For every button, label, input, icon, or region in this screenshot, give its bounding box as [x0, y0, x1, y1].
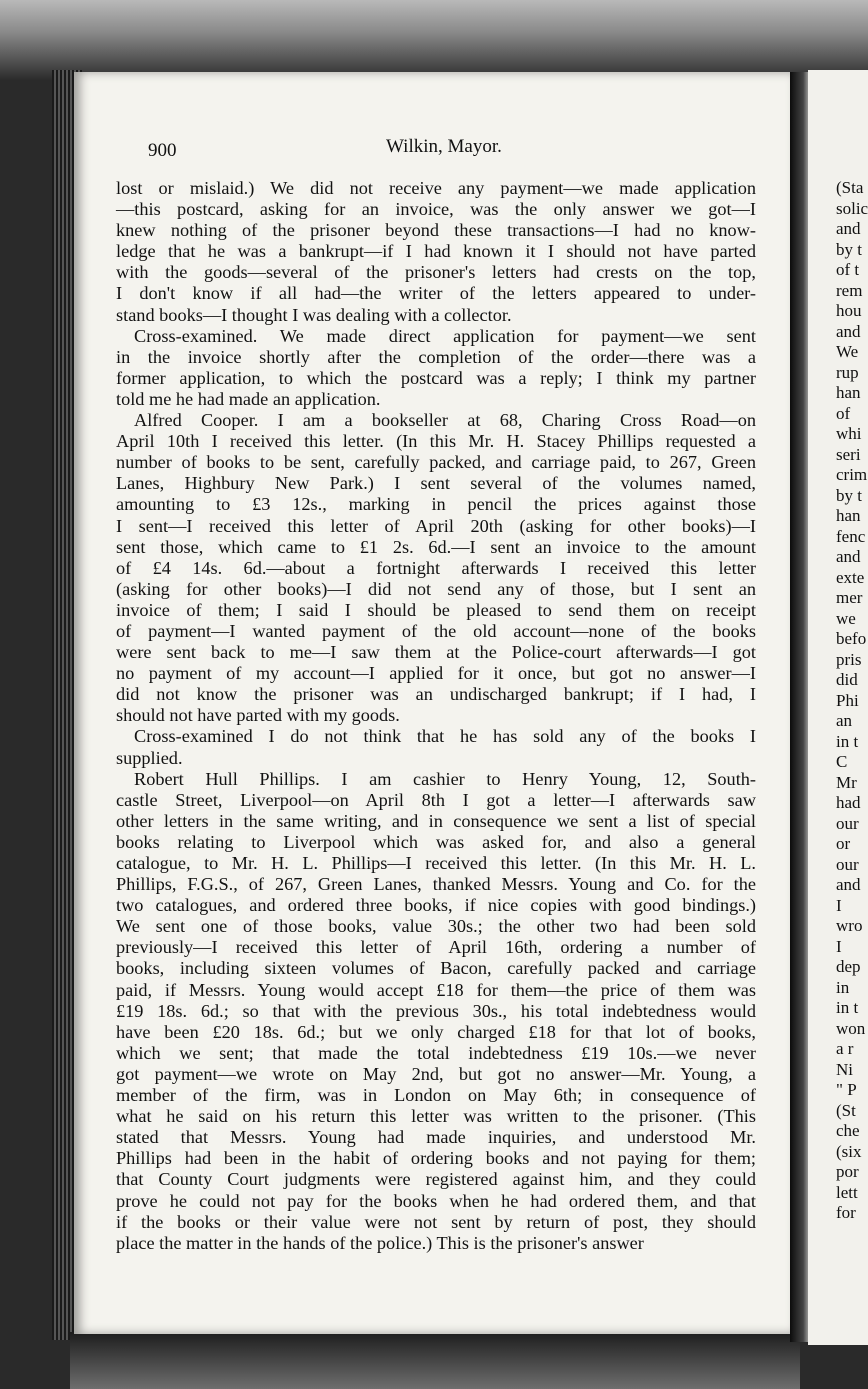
facing-page-line: (six	[836, 1141, 862, 1161]
facing-page-line: crim	[836, 465, 868, 484]
text-line: place the matter in the hands of the police.) This is the prisoner's answer	[116, 1232, 644, 1253]
text-line: former application, to which the postcard was a reply; I think my partner	[116, 367, 756, 388]
text-line: did not know the prisoner was an undischarged bankrupt; if I had, I	[116, 684, 756, 705]
text-line: got payment—we wrote on May 2nd, but got no answer—Mr. Young, a	[116, 1063, 756, 1084]
text-line: knew nothing of the prisoner beyond these transactions—I had no know-	[116, 220, 756, 241]
scan-bottom-shadow	[70, 1332, 800, 1389]
text-line: in the invoice shortly after the completion of the order—there was a	[116, 346, 756, 367]
text-line: Robert Hull Phillips. I am cashier to Henry Young, 12, South-	[134, 768, 756, 789]
facing-page-line: had	[836, 793, 861, 812]
text-line: books relating to Liverpool which was asked for, and also a general	[116, 831, 756, 852]
text-line: should not have parted with my goods.	[116, 705, 400, 726]
text-line: what he said on his return this letter was written to the prisoner. (This	[116, 1106, 756, 1127]
text-line: if the books or their value were not sent by return of post, they should	[116, 1211, 756, 1232]
facing-page-line: (St	[836, 1100, 856, 1120]
text-line: (asking for other books)—I did not send any of those, but I sent an	[116, 578, 756, 599]
facing-page-line: dep	[836, 957, 861, 976]
page-header	[148, 134, 752, 164]
facing-page-line: I	[836, 936, 842, 956]
facing-page-line: Mr	[836, 772, 857, 792]
text-line: Phillips had been in the habit of ordering books and not paying for them;	[116, 1148, 756, 1169]
facing-page-line: wro	[836, 916, 863, 935]
facing-page-line: lett	[836, 1182, 858, 1202]
text-line: catalogue, to Mr. H. L. Phillips—I received this letter. (In this Mr. H. L.	[116, 853, 756, 873]
facing-page-line: fenc	[836, 526, 866, 546]
text-line: previously—I received this letter of April 16th, ordering a number of	[116, 937, 756, 958]
facing-page-line: che	[836, 1121, 860, 1140]
text-line: lost or mislaid.) We did not receive any payment—we made application	[116, 178, 756, 198]
running-title: Wilkin, Mayor.	[386, 136, 502, 157]
facing-page-line: mer	[836, 588, 863, 607]
text-line: no payment of my account—I applied for it once, but got no answer—I	[116, 663, 756, 684]
text-line: I sent—I received this letter of April 20th (asking for other books)—I	[116, 515, 756, 536]
page-number: 900	[148, 140, 177, 161]
facing-page-line: and	[836, 321, 861, 341]
facing-page-line: Ni	[836, 1059, 853, 1079]
facing-page-line: C	[836, 752, 848, 771]
facing-page-line: exte	[836, 567, 865, 587]
facing-page-line: of t	[836, 260, 860, 279]
text-line: £19 18s. 6d.; so that with the previous 30s., his total indebtedness would	[116, 1000, 756, 1021]
text-line: were sent back to me—I saw them at the Police-court afterwards—I got	[116, 642, 756, 663]
text-line: Phillips, F.G.S., of 267, Green Lanes, thanked Messrs. Young and Co. for the	[116, 874, 756, 895]
facing-page-line: our	[836, 813, 859, 833]
facing-page-line: by t	[836, 485, 862, 505]
facing-page-line: and	[836, 219, 861, 238]
text-line: Cross-examined I do not think that he has sold any of the books I	[134, 726, 756, 747]
text-line: amounting to £3 12s., marking in pencil the prices against those	[116, 494, 756, 515]
facing-page-line: in	[836, 977, 850, 997]
facing-page-line: a r	[836, 1039, 854, 1058]
text-line: of £4 14s. 6d.—about a fortnight afterwards I received this letter	[116, 557, 756, 578]
text-line: I don't know if all had—the writer of the letters appeared to under-	[116, 283, 756, 304]
facing-page-line: and	[836, 875, 861, 894]
text-line: Cross-examined. We made direct application for payment—we sent	[134, 325, 756, 346]
facing-page-line: and	[836, 547, 861, 566]
text-line: paid, if Messrs. Young would accept £18 for them—the price of them was	[116, 979, 756, 1000]
facing-page-line: of	[836, 403, 851, 423]
scan-top-shadow	[0, 0, 868, 80]
text-line: supplied.	[116, 747, 183, 768]
facing-page-line: " P	[836, 1080, 857, 1099]
facing-page-line: han	[836, 506, 861, 525]
facing-page-line: whi	[836, 424, 862, 443]
text-line: April 10th I received this letter. (In this Mr. H. Stacey Phillips requested a	[116, 431, 756, 452]
facing-page-line: by t	[836, 239, 862, 259]
facing-page-fragment	[808, 70, 868, 1345]
facing-page-line: an	[836, 711, 853, 730]
text-line: number of books to be sent, carefully packed, and carriage paid, to 267, Green	[116, 452, 756, 473]
text-line: told me he had made an application.	[116, 388, 381, 409]
facing-page-line: (Sta	[836, 178, 864, 197]
text-line: stated that Messrs. Young had made inquiries, and understood Mr.	[116, 1127, 756, 1148]
facing-page-line: in t	[836, 998, 859, 1017]
facing-page-line: seri	[836, 444, 861, 464]
text-line: Alfred Cooper. I am a bookseller at 68, Charing Cross Road—on	[134, 410, 756, 431]
facing-page-line: por	[836, 1162, 859, 1181]
text-line: books, including sixteen volumes of Bacon, carefully packed and carriage	[116, 958, 756, 979]
facing-page-line: We	[836, 342, 859, 361]
text-line: castle Street, Liverpool—on April 8th I got a letter—I afterwards saw	[116, 789, 756, 810]
text-line: invoice of them; I said I should be pleased to send them on receipt	[116, 599, 756, 620]
facing-page-line: hou	[836, 301, 862, 320]
text-line: member of the firm, was in London on May 6th; in consequence of	[116, 1085, 756, 1106]
facing-page-line: did	[836, 670, 858, 689]
facing-page-line: Phi	[836, 690, 859, 710]
facing-page-line: in t	[836, 731, 859, 751]
text-line: that County Court judgments were registered against him, and they could	[116, 1169, 756, 1190]
text-line: We sent one of those books, value 30s.; the other two had been sold	[116, 916, 756, 937]
facing-page-line: for	[836, 1203, 856, 1222]
page-body-text	[116, 178, 756, 1254]
facing-page-line: pris	[836, 649, 862, 669]
text-line: two catalogues, and ordered three books, if nice copies with good bindings.)	[116, 895, 756, 916]
text-line: sent those, which came to £1 2s. 6d.—I sent an invoice to the amount	[116, 536, 756, 557]
facing-page-line: han	[836, 383, 861, 402]
facing-page-line: rem	[836, 280, 863, 300]
facing-page-lines	[808, 178, 868, 1224]
text-line: prove he could not pay for the books when he had ordered them, and that	[116, 1190, 756, 1211]
text-line: ledge that he was a bankrupt—if I had known it I should not have parted	[116, 241, 756, 262]
text-line: stand books—I thought I was dealing with a collector.	[116, 304, 512, 325]
facing-page-line: I	[836, 895, 842, 915]
text-line: other letters in the same writing, and in consequence we sent a list of special	[116, 810, 756, 831]
facing-page-line: our	[836, 854, 859, 874]
text-line: —this postcard, asking for an invoice, was the only answer we got—I	[116, 199, 756, 220]
text-line: with the goods—several of the prisoner's letters had crests on the top,	[116, 262, 756, 283]
facing-page-line: we	[836, 608, 856, 628]
facing-page-line: rup	[836, 362, 859, 382]
text-line: which we sent; that made the total indebtedness £19 10s.—we never	[116, 1042, 756, 1063]
text-line: have been £20 18s. 6d.; but we only charged £18 for that lot of books,	[116, 1021, 756, 1042]
facing-page-line: solic	[836, 198, 868, 218]
facing-page-line: won	[836, 1018, 866, 1038]
text-line: of payment—I wanted payment of the old account—none of the books	[116, 620, 756, 641]
facing-page-line: befo	[836, 629, 867, 648]
facing-page-line: or	[836, 834, 851, 853]
text-line: Lanes, Highbury New Park.) I sent several of the volumes named,	[116, 473, 756, 494]
